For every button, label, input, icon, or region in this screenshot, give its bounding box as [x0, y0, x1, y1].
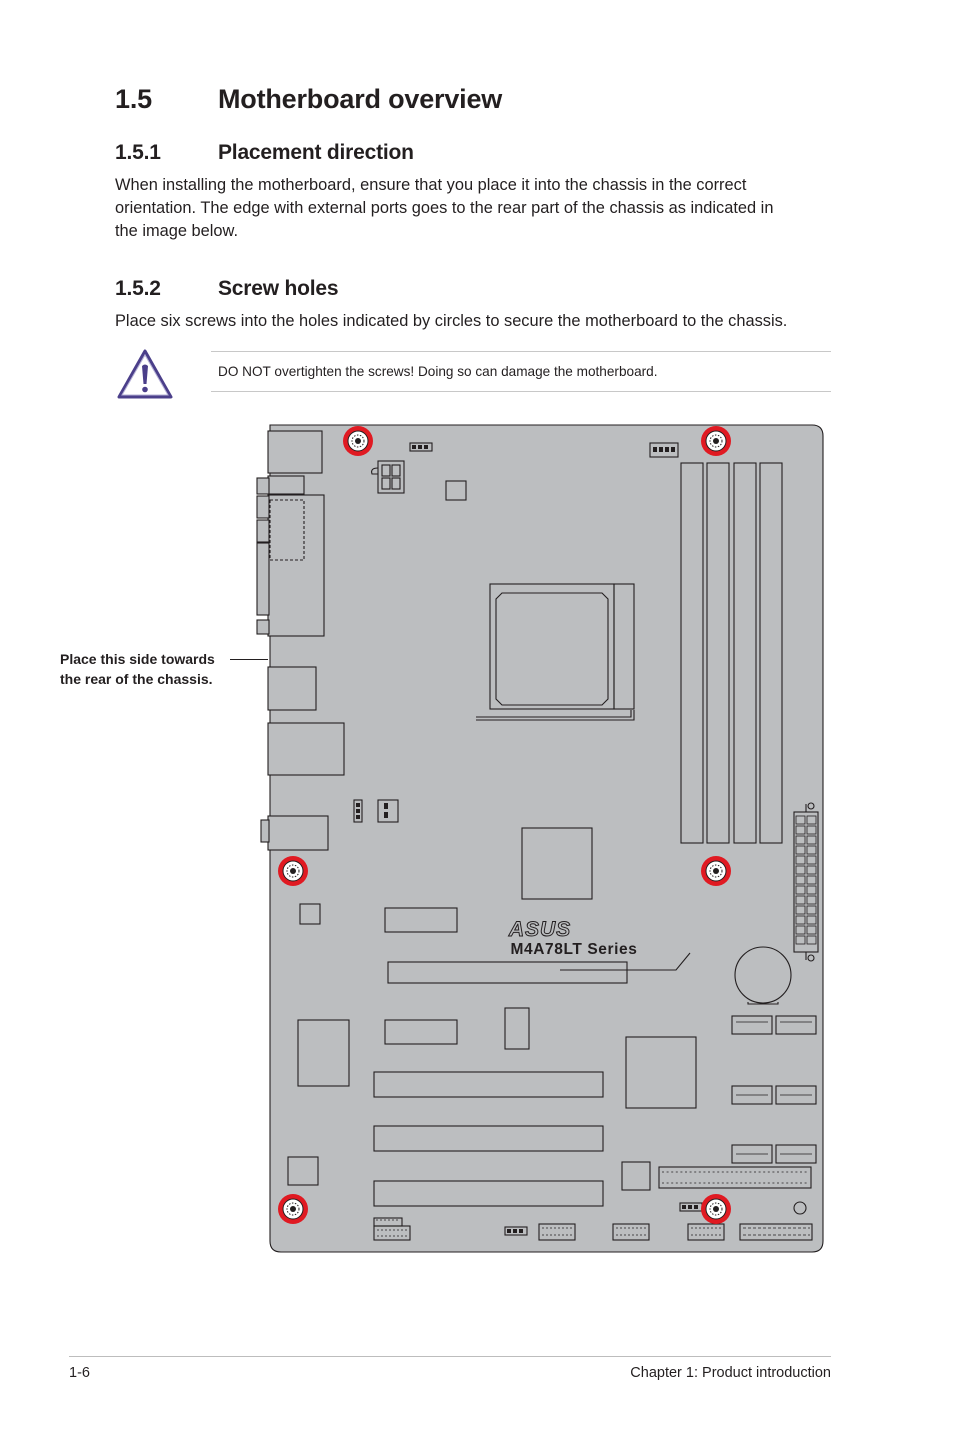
- screws-paragraph: Place six screws into the holes indicated by circles to secure the motherboard to the chassis.: [115, 312, 788, 330]
- port-side-tab: [257, 520, 269, 542]
- callout-line: Place this side towards: [60, 651, 215, 667]
- ps2-port: [268, 431, 322, 473]
- port-side-tab: [257, 620, 269, 634]
- screw-hole: [701, 1194, 731, 1224]
- placement-line: orientation. The edge with external ports goes to the rear part of the chassis as indicated in: [115, 199, 774, 217]
- placement-line: the image below.: [115, 222, 239, 240]
- usb-port-stack: [268, 667, 316, 710]
- audio-tab: [261, 820, 269, 842]
- screw-hole: [278, 1194, 308, 1224]
- screw-hole: [278, 856, 308, 886]
- page-number: 1-6: [69, 1365, 90, 1381]
- port-side-tab: [257, 543, 269, 615]
- audio-port: [268, 816, 328, 850]
- screw-hole: [343, 426, 373, 456]
- screw-hole: [701, 426, 731, 456]
- screws-number: 1.5.2: [115, 277, 161, 300]
- section-number: 1.5: [115, 84, 152, 114]
- screw-hole: [701, 856, 731, 886]
- port-side-tab: [257, 478, 269, 494]
- model-label: M4A78LT Series: [510, 941, 638, 958]
- placement-number: 1.5.1: [115, 141, 161, 164]
- placement-line: When installing the motherboard, ensure that you place it into the chassis in the correct: [115, 176, 747, 194]
- section-title: Motherboard overview: [218, 84, 503, 114]
- footer-rule: [69, 1356, 831, 1357]
- lan-port-stack: [268, 723, 344, 775]
- chapter-title: Chapter 1: Product introduction: [630, 1365, 831, 1381]
- screws-title: Screw holes: [218, 277, 339, 300]
- vga-port: [268, 495, 324, 636]
- callout-line: the rear of the chassis.: [60, 671, 213, 687]
- brand-logo: ASUS: [508, 918, 572, 941]
- usb-port-upper: [268, 476, 304, 494]
- port-side-tab: [257, 496, 269, 518]
- caution-text: DO NOT overtighten the screws! Doing so can damage the motherboard.: [218, 364, 658, 379]
- placement-title: Placement direction: [218, 141, 414, 164]
- board-outline: [270, 425, 823, 1252]
